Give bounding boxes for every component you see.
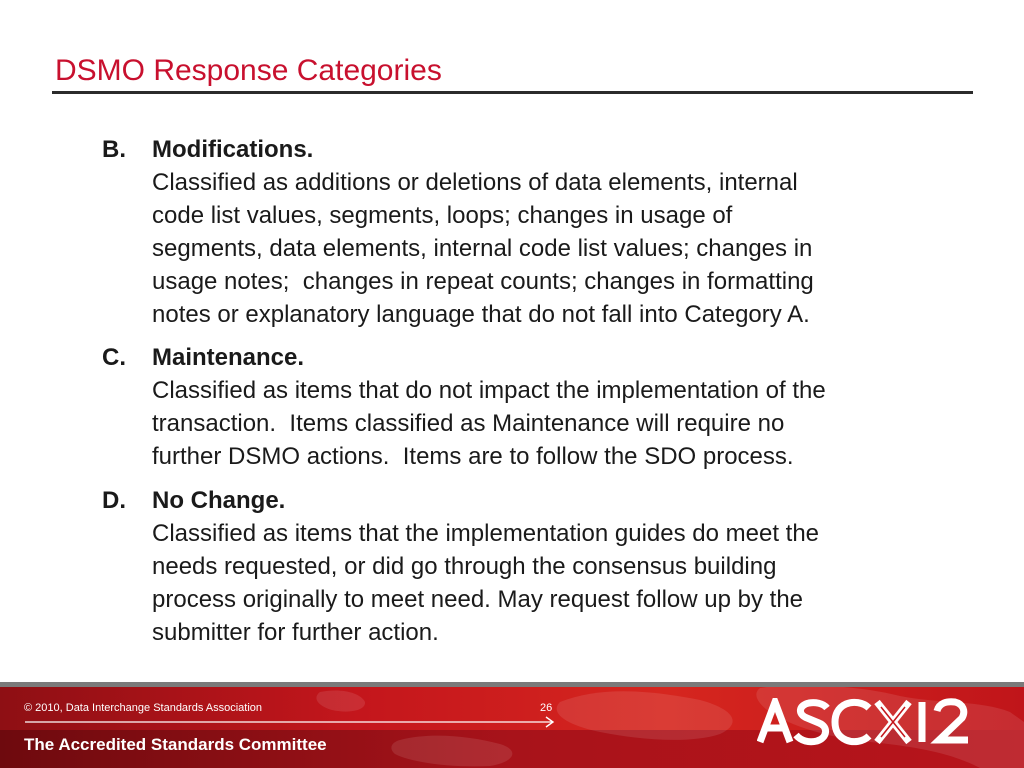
item-letter: B. [102, 136, 126, 163]
description-line: usage notes; changes in repeat counts; changes in formatting [152, 268, 814, 295]
item-body [152, 133, 982, 331]
item-description [152, 374, 982, 473]
item-letter: D. [102, 487, 126, 514]
item-description [152, 517, 982, 649]
description-line: submitter for further action. [152, 619, 439, 646]
title-divider [52, 91, 973, 94]
description-line: code list values, segments, loops; changes in usage of [152, 202, 733, 229]
item-body [152, 484, 982, 649]
description-line: Classified as additions or deletions of data elements, internal [152, 169, 798, 196]
item-letter: C. [102, 344, 126, 371]
item-description [152, 166, 982, 331]
asc-x12-logo [757, 698, 1002, 746]
page-number: 26 [540, 702, 553, 714]
item-body [152, 341, 982, 473]
item-heading: Maintenance. [152, 344, 305, 371]
footer-top-line [0, 682, 1024, 687]
copyright-notice: © 2010, Data Interchange Standards Association [24, 702, 263, 714]
item-heading: Modifications. [152, 136, 314, 163]
item-heading: No Change. [152, 487, 286, 514]
footer-tagline: The Accredited Standards Committee [24, 735, 327, 754]
description-line: Classified as items that the implementation guides do meet the [152, 520, 820, 547]
description-line: further DSMO actions. Items are to follow the SDO process. [152, 443, 794, 470]
description-line: segments, data elements, internal code list values; changes in [152, 235, 813, 262]
description-line: transaction. Items classified as Maintenance will require no [152, 410, 785, 437]
footer-arrow-line [25, 716, 560, 728]
description-line: process originally to meet need. May request follow up by the [152, 586, 804, 613]
slide-footer [0, 682, 1024, 768]
description-line: needs requested, or did go through the consensus building [152, 553, 777, 580]
description-line: notes or explanatory language that do not fall into Category A. [152, 301, 810, 328]
slide-title: DSMO Response Categories [55, 54, 442, 88]
description-line: Classified as items that do not impact the implementation of the [152, 377, 826, 404]
